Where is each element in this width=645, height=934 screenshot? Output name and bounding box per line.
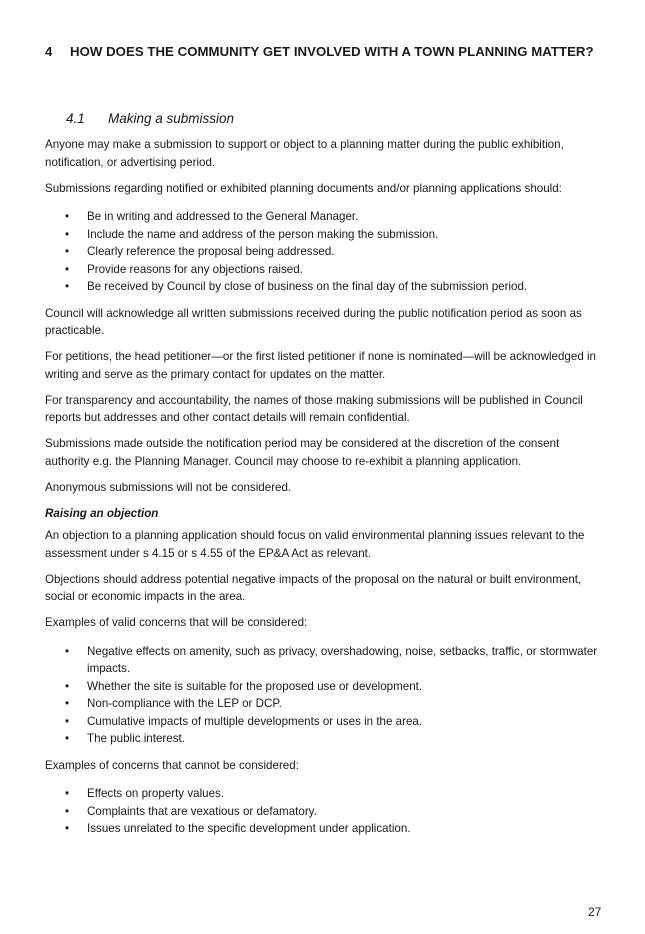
section-body [45,136,605,847]
invalid-concerns-list [45,785,605,838]
paragraph: Council will acknowledge all written submissions received during the public notification period as soon as practicable. [45,306,582,337]
chapter-title: HOW DOES THE COMMUNITY GET INVOLVED WITH A TOWN PLANNING MATTER? [70,44,594,59]
list-item: • Provide reasons for any objections raised. [45,261,605,279]
bullet-icon: • [65,280,70,293]
paragraph: Anonymous submissions will not be considered. [45,480,292,494]
bullet-icon: • [65,227,70,241]
valid-concerns-list [45,643,605,748]
bullet-icon: • [65,679,70,693]
list-item: • Whether the site is suitable for the proposed use or development. [45,678,605,696]
list-item: • Issues unrelated to the specific development under application. [45,820,605,838]
list-item: • Non-compliance with the LEP or DCP. [45,695,605,713]
paragraph: For petitions, the head petitioner—or the first listed petitioner if none is nominated—will be acknowledged in writing and serve as the primary contact for updates on the matter. [45,350,597,381]
list-item: • Be in writing and addressed to the General Manager. [45,208,605,226]
bullet-icon: • [65,697,70,710]
bullet-icon: • [65,804,70,818]
paragraph: Submissions made outside the notification period may be considered at the discretion of the consent authority e.g. the Planning Manager. Council may choose to re-exhibit a planning application. [45,437,560,468]
section-number: 4.1 [66,111,85,126]
section-title: Making a submission [108,111,235,126]
list-item: • Effects on property values. [45,785,605,803]
paragraph: Objections should address potential negative impacts of the proposal on the natural or built environment, social or economic impacts in the area. [45,572,582,603]
list-item: • Cumulative impacts of multiple developments or uses in the area. [45,713,605,731]
list-item: • Include the name and address of the person making the submission. [45,226,605,244]
paragraph: Examples of valid concerns that will be considered: [45,616,308,629]
submission-requirements-list [45,208,605,296]
bullet-icon: • [65,262,70,276]
paragraph: For transparency and accountability, the names of those making submissions will be published in Council reports but addresses and other contact details will remain confidential. [45,393,583,424]
list-item: • Complaints that are vexatious or defamatory. [45,803,605,821]
subheading-raising-objection: Raising an objection [45,506,159,520]
page-number: 27 [588,905,602,919]
bullet-icon: • [65,714,70,728]
chapter-heading [45,44,620,59]
paragraph: An objection to a planning application should focus on valid environmental planning issues relevant to the assessment under s 4.15 or s 4.55 of the EP&A Act as relevant. [45,529,585,560]
bullet-icon: • [65,644,70,658]
bullet-icon: • [65,822,70,835]
bullet-icon: • [65,210,70,223]
section-heading [66,111,234,126]
list-item: • The public interest. [45,730,605,748]
paragraph: Examples of concerns that cannot be considered: [45,758,299,772]
list-item: • Negative effects on amenity, such as privacy, overshadowing, noise, setbacks, traffic, or stormwater impacts. [65,644,598,675]
chapter-number: 4 [45,44,53,59]
list-item: • Be received by Council by close of business on the final day of the submission period. [45,278,605,296]
paragraph: Anyone may make a submission to support or object to a planning matter during the public exhibition, notification, or advertising period. [45,138,564,169]
list-item: • Clearly reference the proposal being addressed. [45,243,605,261]
paragraph: Submissions regarding notified or exhibited planning documents and/or planning applications should: [45,181,562,195]
bullet-icon: • [65,732,70,745]
bullet-icon: • [65,787,70,800]
bullet-icon: • [65,245,70,258]
